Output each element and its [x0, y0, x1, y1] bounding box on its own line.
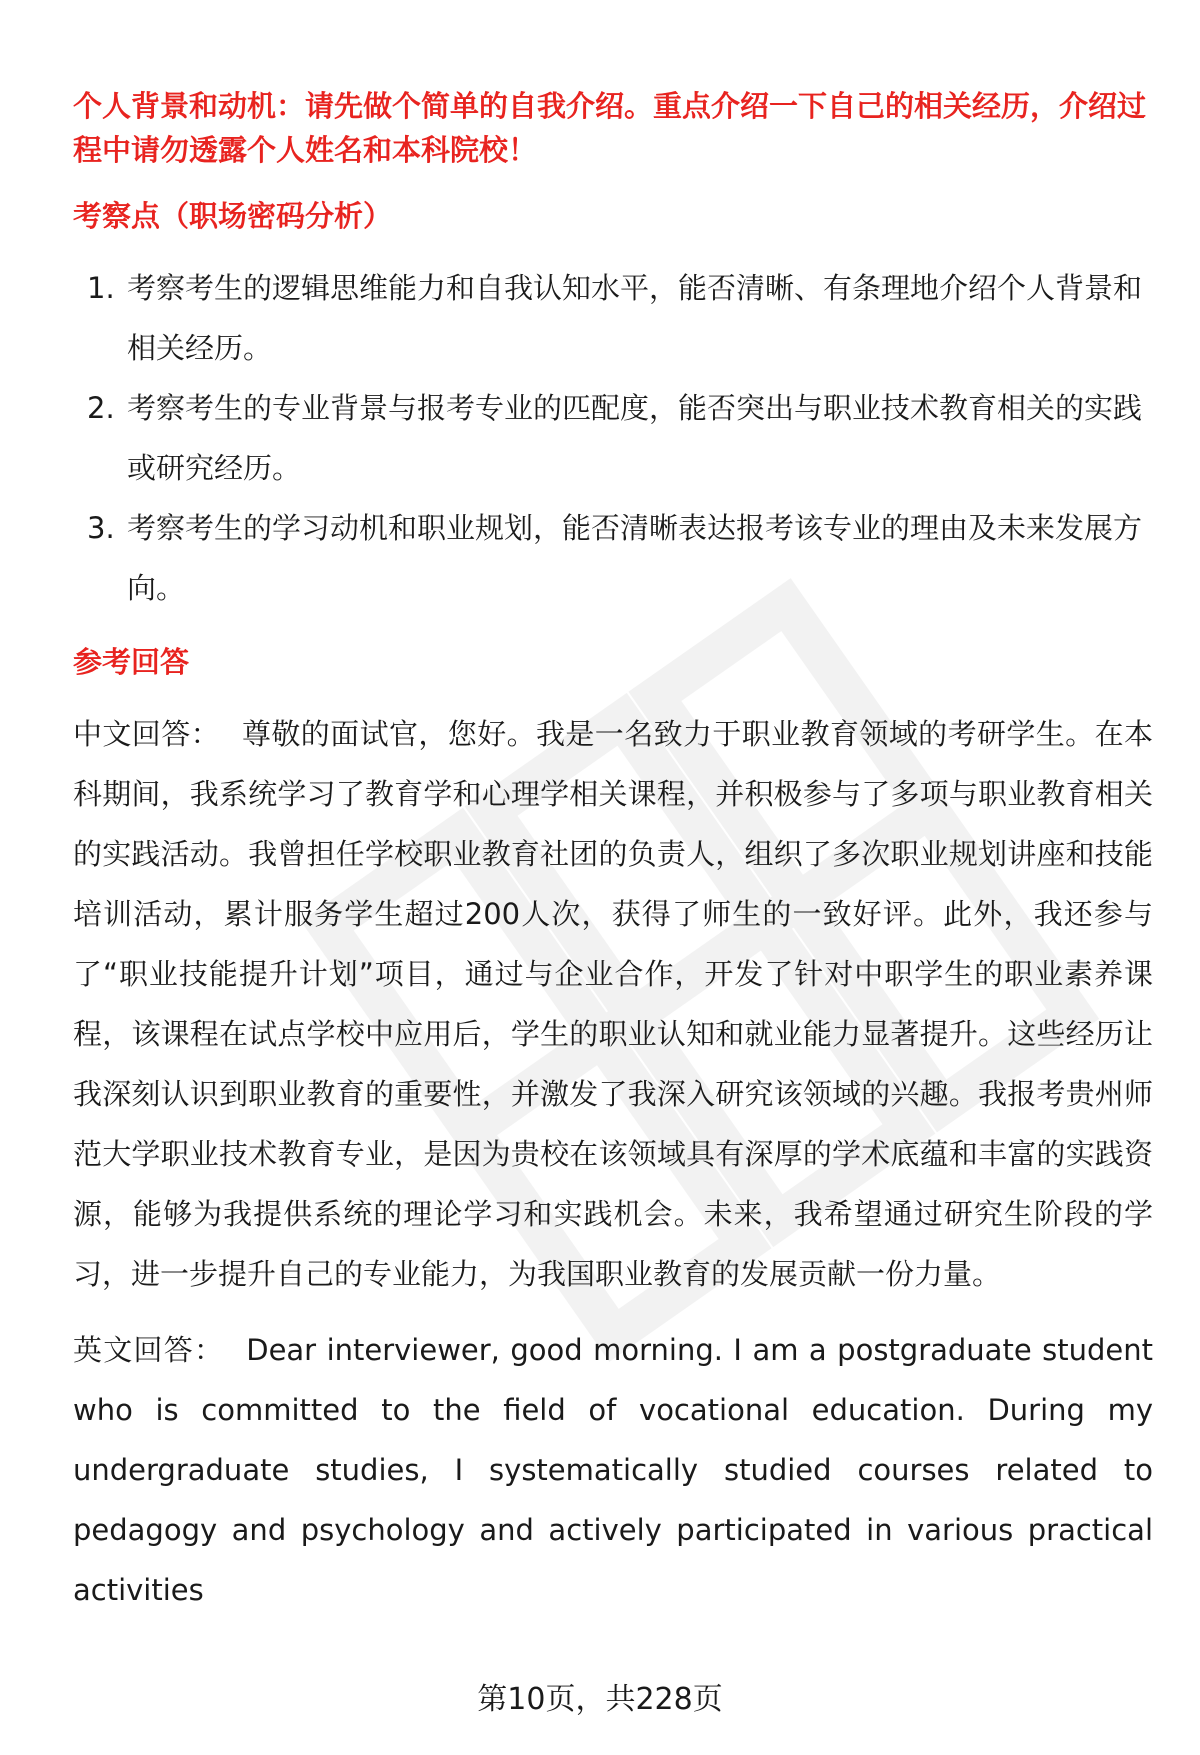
point-item — [73, 378, 1153, 498]
point-text: 考察考生的学习动机和职业规划，能否清晰表达报考该专业的理由及未来发展方向。 — [127, 511, 1143, 605]
points-list — [73, 258, 1153, 618]
chinese-answer-text: 尊敬的面试官，您好。我是一名致力于职业教育领域的考研学生。在本科期间，我系统学习了教育学和心理学相关课程，并积极参与了多项与职业教育相关的实践活动。我曾担任学校职业教育社团的负责人，组织了多次职业规划讲座和技能培训活动，累计服务学生超过200人次，获得了师生的一致好评。此外，我还参与了“职业技能提升计划”项目，通过与企业合作，开发了针对中职学生的职业素养课程，该课程在试点学校中应用后，学生的职业认知和就业能力显著提升。这些经历让我深刻认识到职业教育的重要性，并激发了我深入研究该领域的兴趣。我报考贵州师范大学职业技术教育专业，是因为贵校在该领域具有深厚的学术底蕴和丰富的实践资源，能够为我提供系统的理论学习和实践机会。未来，我希望通过研究生阶段的学习，进一步提升自己的专业能力，为我国职业教育的发展贡献一份力量。 — [73, 717, 1153, 1291]
english-answer — [73, 1320, 1153, 1620]
point-number: 2. — [87, 391, 115, 425]
point-item — [73, 258, 1153, 378]
points-title: 考察点（职场密码分析） — [73, 199, 393, 233]
english-answer-text: Dear interviewer, good morning. I am a postgraduate student who is committed to the field of vocational education. During my undergraduate studies, I systematically studied courses related to pedagogy and psychology and actively participated in various practical activities — [73, 1333, 1153, 1607]
answer-title: 参考回答 — [73, 645, 190, 679]
point-number: 3. — [87, 511, 115, 545]
chinese-answer — [73, 704, 1153, 1304]
english-answer-lead: 英文回答： — [73, 1333, 225, 1367]
page-footer: 第10页，共228页 — [477, 1682, 723, 1717]
question-text: 个人背景和动机：请先做个简单的自我介绍。重点介绍一下自己的相关经历，介绍过程中请勿透露个人姓名和本科院校！ — [73, 89, 1147, 167]
point-text: 考察考生的逻辑思维能力和自我认知水平，能否清晰、有条理地介绍个人背景和相关经历。 — [127, 271, 1143, 365]
document-page — [73, 84, 1153, 1620]
point-text: 考察考生的专业背景与报考专业的匹配度，能否突出与职业技术教育相关的实践或研究经历。 — [127, 391, 1143, 485]
point-item — [73, 498, 1153, 618]
chinese-answer-lead: 中文回答： — [73, 717, 220, 751]
point-number: 1. — [87, 271, 115, 305]
